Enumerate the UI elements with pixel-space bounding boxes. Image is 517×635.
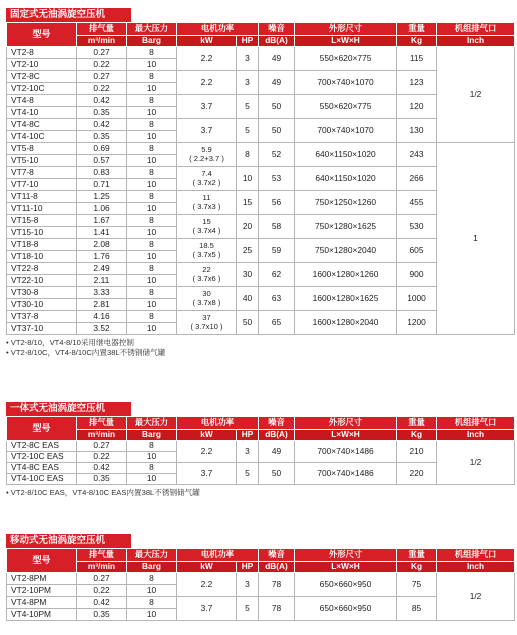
header-dims: 外形尺寸: [295, 549, 397, 562]
pressure-cell: 10: [127, 299, 177, 311]
flow-cell: 1.41: [77, 227, 127, 239]
flow-cell: 0.22: [77, 585, 127, 597]
power-kw-breakdown: ( 3.7x8 ): [192, 297, 221, 307]
power-kw-cell: 2.2: [177, 71, 237, 95]
unit-hp: HP: [237, 562, 259, 573]
model-cell: VT4-10PM: [7, 609, 77, 621]
pressure-cell: 8: [127, 71, 177, 83]
pressure-cell: 10: [127, 131, 177, 143]
power-kw-breakdown: ( 3.7x4 ): [192, 225, 221, 235]
pressure-cell: 10: [127, 474, 177, 485]
model-cell: VT30-8: [7, 287, 77, 299]
power-kw-cell: 3.7: [177, 463, 237, 485]
pressure-cell: 8: [127, 215, 177, 227]
dims-cell: 640×1150×1020: [295, 167, 397, 191]
flow-cell: 3.33: [77, 287, 127, 299]
flow-cell: 0.42: [77, 119, 127, 131]
pressure-cell: 10: [127, 452, 177, 463]
power-kw-breakdown: ( 3.7x5 ): [192, 249, 221, 259]
header-power: 电机功率: [177, 549, 259, 562]
dims-cell: 750×1250×1260: [295, 191, 397, 215]
power-kw-breakdown: ( 3.7x6 ): [192, 273, 221, 283]
flow-cell: 0.35: [77, 609, 127, 621]
model-cell: VT4-8C EAS: [7, 463, 77, 474]
flow-cell: 0.42: [77, 463, 127, 474]
power-kw-value: 18.5: [199, 240, 214, 250]
pressure-cell: 8: [127, 239, 177, 251]
outlet-cell: 1: [437, 143, 515, 335]
power-kw-breakdown: ( 3.7x2 ): [192, 177, 221, 187]
power-kw-value: 5.9: [201, 144, 212, 154]
dims-cell: 550×620×775: [295, 47, 397, 71]
unit-hp: HP: [237, 36, 259, 47]
weight-cell: 75: [397, 573, 437, 597]
pressure-cell: 10: [127, 251, 177, 263]
section-title: 移动式无油涡旋空压机: [6, 534, 131, 548]
noise-cell: 65: [259, 311, 295, 335]
power-kw-cell: [177, 239, 237, 263]
section-integrated: [6, 402, 514, 498]
header-noise: 噪音: [259, 23, 295, 36]
power-hp-cell: 40: [237, 287, 259, 311]
model-cell: VT4-8: [7, 95, 77, 107]
power-kw-cell: [177, 311, 237, 335]
power-kw-breakdown: ( 3.7x3 ): [192, 201, 221, 211]
model-cell: VT2-8C: [7, 71, 77, 83]
unit-noise: dB(A): [259, 430, 295, 441]
power-hp-cell: 20: [237, 215, 259, 239]
noise-cell: 50: [259, 119, 295, 143]
dims-cell: 1600×1280×1625: [295, 287, 397, 311]
model-cell: VT37-10: [7, 323, 77, 335]
pressure-cell: 8: [127, 573, 177, 585]
model-cell: VT4-10C: [7, 131, 77, 143]
noise-cell: 49: [259, 47, 295, 71]
power-hp-cell: 25: [237, 239, 259, 263]
flow-cell: 0.22: [77, 59, 127, 71]
flow-cell: 0.35: [77, 107, 127, 119]
power-hp-cell: 50: [237, 311, 259, 335]
pressure-cell: 8: [127, 441, 177, 452]
flow-cell: 3.52: [77, 323, 127, 335]
header-power: 电机功率: [177, 23, 259, 36]
model-cell: VT5-8: [7, 143, 77, 155]
power-hp-cell: 5: [237, 463, 259, 485]
pressure-cell: 10: [127, 203, 177, 215]
weight-cell: 900: [397, 263, 437, 287]
model-cell: VT2-10C: [7, 83, 77, 95]
dims-cell: 1600×1280×2040: [295, 311, 397, 335]
power-kw-cell: 3.7: [177, 597, 237, 621]
pressure-cell: 10: [127, 83, 177, 95]
flow-cell: 0.57: [77, 155, 127, 167]
weight-cell: 130: [397, 119, 437, 143]
power-hp-cell: 30: [237, 263, 259, 287]
dims-cell: 550×620×775: [295, 95, 397, 119]
noise-cell: 78: [259, 573, 295, 597]
unit-noise: dB(A): [259, 562, 295, 573]
power-kw-cell: [177, 191, 237, 215]
unit-outlet: Inch: [437, 430, 515, 441]
table-row: [7, 143, 515, 155]
weight-cell: 210: [397, 441, 437, 463]
power-kw-cell: [177, 215, 237, 239]
power-kw-cell: 2.2: [177, 441, 237, 463]
pressure-cell: 10: [127, 275, 177, 287]
pressure-cell: 8: [127, 143, 177, 155]
flow-cell: 2.49: [77, 263, 127, 275]
flow-cell: 0.35: [77, 474, 127, 485]
flow-cell: 0.27: [77, 71, 127, 83]
section-fixed: [6, 8, 514, 358]
header-weight: 重量: [397, 549, 437, 562]
section-mobile: [6, 534, 514, 621]
power-hp-cell: 3: [237, 71, 259, 95]
flow-cell: 1.06: [77, 203, 127, 215]
model-cell: VT2-8C EAS: [7, 441, 77, 452]
unit-dims: L×W×H: [295, 562, 397, 573]
dims-cell: 650×660×950: [295, 597, 397, 621]
power-hp-cell: 3: [237, 47, 259, 71]
header-pressure: 最大压力: [127, 417, 177, 430]
unit-flow: m³/min: [77, 562, 127, 573]
unit-dims: L×W×H: [295, 430, 397, 441]
power-hp-cell: 5: [237, 95, 259, 119]
weight-cell: 115: [397, 47, 437, 71]
noise-cell: 56: [259, 191, 295, 215]
flow-cell: 0.22: [77, 83, 127, 95]
flow-cell: 0.71: [77, 179, 127, 191]
power-kw-value: 11: [202, 192, 211, 202]
model-cell: VT37-8: [7, 311, 77, 323]
noise-cell: 50: [259, 95, 295, 119]
pressure-cell: 8: [127, 287, 177, 299]
flow-cell: 0.42: [77, 597, 127, 609]
unit-pressure: Barg: [127, 430, 177, 441]
unit-outlet: Inch: [437, 562, 515, 573]
unit-hp: HP: [237, 430, 259, 441]
dims-cell: 700×740×1486: [295, 441, 397, 463]
flow-cell: 1.25: [77, 191, 127, 203]
header-dims: 外形尺寸: [295, 417, 397, 430]
noise-cell: 58: [259, 215, 295, 239]
power-hp-cell: 3: [237, 573, 259, 597]
footnote: • VT2-8/10，VT4-8/10采用继电器控制: [6, 338, 134, 347]
weight-cell: 120: [397, 95, 437, 119]
weight-cell: 243: [397, 143, 437, 167]
power-kw-value: 30: [202, 288, 211, 298]
weight-cell: 220: [397, 463, 437, 485]
model-cell: VT18-10: [7, 251, 77, 263]
power-kw-cell: [177, 287, 237, 311]
noise-cell: 49: [259, 71, 295, 95]
power-kw-breakdown: ( 2.2+3.7 ): [189, 153, 224, 163]
power-hp-cell: 3: [237, 441, 259, 463]
dims-cell: 750×1280×2040: [295, 239, 397, 263]
weight-cell: 605: [397, 239, 437, 263]
pressure-cell: 8: [127, 597, 177, 609]
model-cell: VT2-8: [7, 47, 77, 59]
power-kw-cell: 2.2: [177, 573, 237, 597]
flow-cell: 2.08: [77, 239, 127, 251]
pressure-cell: 8: [127, 463, 177, 474]
flow-cell: 0.35: [77, 131, 127, 143]
header-noise: 噪音: [259, 549, 295, 562]
pressure-cell: 8: [127, 119, 177, 131]
outlet-cell: 1/2: [437, 573, 515, 621]
unit-kw: kW: [177, 36, 237, 47]
noise-cell: 53: [259, 167, 295, 191]
table-row: [7, 47, 515, 59]
power-kw-cell: 3.7: [177, 95, 237, 119]
dims-cell: 700×740×1486: [295, 463, 397, 485]
dims-cell: 700×740×1070: [295, 119, 397, 143]
dims-cell: 750×1280×1625: [295, 215, 397, 239]
unit-kw: kW: [177, 562, 237, 573]
power-kw-value: 7.4: [201, 168, 212, 178]
pressure-cell: 10: [127, 609, 177, 621]
spec-table: [6, 416, 515, 485]
unit-flow: m³/min: [77, 36, 127, 47]
power-hp-cell: 5: [237, 119, 259, 143]
dims-cell: 650×660×950: [295, 573, 397, 597]
dims-cell: 1600×1280×1260: [295, 263, 397, 287]
power-kw-cell: [177, 263, 237, 287]
section-title: 固定式无油涡旋空压机: [6, 8, 131, 22]
pressure-cell: 8: [127, 191, 177, 203]
noise-cell: 49: [259, 441, 295, 463]
unit-pressure: Barg: [127, 562, 177, 573]
model-cell: VT7-10: [7, 179, 77, 191]
weight-cell: 85: [397, 597, 437, 621]
model-cell: VT4-8PM: [7, 597, 77, 609]
flow-cell: 0.69: [77, 143, 127, 155]
model-cell: VT11-10: [7, 203, 77, 215]
power-kw-cell: [177, 143, 237, 167]
unit-pressure: Barg: [127, 36, 177, 47]
pressure-cell: 8: [127, 263, 177, 275]
dims-cell: 640×1150×1020: [295, 143, 397, 167]
weight-cell: 266: [397, 167, 437, 191]
flow-cell: 0.22: [77, 452, 127, 463]
model-cell: VT4-8C: [7, 119, 77, 131]
footnote: • VT2-8/10C，VT4-8/10C内置38L不锈钢储气罐: [6, 348, 166, 357]
noise-cell: 62: [259, 263, 295, 287]
pressure-cell: 10: [127, 227, 177, 239]
header-weight: 重量: [397, 417, 437, 430]
power-kw-value: 37: [202, 312, 211, 322]
flow-cell: 4.16: [77, 311, 127, 323]
header-pressure: 最大压力: [127, 549, 177, 562]
model-cell: VT11-8: [7, 191, 77, 203]
header-flow: 排气量: [77, 549, 127, 562]
pressure-cell: 8: [127, 311, 177, 323]
model-cell: VT15-8: [7, 215, 77, 227]
dims-cell: 700×740×1070: [295, 71, 397, 95]
table-row: [7, 573, 515, 585]
pressure-cell: 8: [127, 167, 177, 179]
pressure-cell: 10: [127, 155, 177, 167]
noise-cell: 78: [259, 597, 295, 621]
header-outlet: 机组排气口: [437, 417, 515, 430]
pressure-cell: 10: [127, 585, 177, 597]
power-hp-cell: 15: [237, 191, 259, 215]
noise-cell: 50: [259, 463, 295, 485]
power-kw-breakdown: ( 3.7x10 ): [190, 321, 223, 331]
spec-table: [6, 22, 515, 335]
power-hp-cell: 5: [237, 597, 259, 621]
pressure-cell: 10: [127, 107, 177, 119]
pressure-cell: 8: [127, 95, 177, 107]
header-model: 型号: [7, 23, 77, 47]
unit-flow: m³/min: [77, 430, 127, 441]
header-noise: 噪音: [259, 417, 295, 430]
header-model: 型号: [7, 549, 77, 573]
outlet-cell: 1/2: [437, 47, 515, 143]
flow-cell: 1.76: [77, 251, 127, 263]
model-cell: VT30-10: [7, 299, 77, 311]
unit-kw: kW: [177, 430, 237, 441]
model-cell: VT22-10: [7, 275, 77, 287]
power-hp-cell: 10: [237, 167, 259, 191]
flow-cell: 0.27: [77, 441, 127, 452]
flow-cell: 2.81: [77, 299, 127, 311]
pressure-cell: 10: [127, 179, 177, 191]
noise-cell: 59: [259, 239, 295, 263]
header-outlet: 机组排气口: [437, 549, 515, 562]
flow-cell: 1.67: [77, 215, 127, 227]
footnote: • VT2-8/10C EAS，VT4-8/10C EAS内置38L不锈钢储气罐: [6, 488, 200, 497]
power-kw-cell: [177, 167, 237, 191]
power-kw-cell: 3.7: [177, 119, 237, 143]
model-cell: VT2-10: [7, 59, 77, 71]
table-row: [7, 441, 515, 452]
unit-weight: Kg: [397, 562, 437, 573]
model-cell: VT22-8: [7, 263, 77, 275]
header-pressure: 最大压力: [127, 23, 177, 36]
pressure-cell: 10: [127, 323, 177, 335]
weight-cell: 123: [397, 71, 437, 95]
flow-cell: 0.27: [77, 47, 127, 59]
flow-cell: 0.83: [77, 167, 127, 179]
power-kw-value: 15: [202, 216, 211, 226]
weight-cell: 1200: [397, 311, 437, 335]
unit-noise: dB(A): [259, 36, 295, 47]
header-flow: 排气量: [77, 417, 127, 430]
power-hp-cell: 8: [237, 143, 259, 167]
unit-dims: L×W×H: [295, 36, 397, 47]
model-cell: VT18-8: [7, 239, 77, 251]
header-model: 型号: [7, 417, 77, 441]
pressure-cell: 8: [127, 47, 177, 59]
model-cell: VT7-8: [7, 167, 77, 179]
header-dims: 外形尺寸: [295, 23, 397, 36]
flow-cell: 0.42: [77, 95, 127, 107]
unit-weight: Kg: [397, 36, 437, 47]
power-kw-value: 22: [202, 264, 211, 274]
header-power: 电机功率: [177, 417, 259, 430]
model-cell: VT15-10: [7, 227, 77, 239]
model-cell: VT4-10C EAS: [7, 474, 77, 485]
header-flow: 排气量: [77, 23, 127, 36]
pressure-cell: 10: [127, 59, 177, 71]
weight-cell: 455: [397, 191, 437, 215]
model-cell: VT4-10: [7, 107, 77, 119]
spec-table: [6, 548, 515, 621]
header-outlet: 机组排气口: [437, 23, 515, 36]
model-cell: VT5-10: [7, 155, 77, 167]
unit-weight: Kg: [397, 430, 437, 441]
noise-cell: 52: [259, 143, 295, 167]
flow-cell: 0.27: [77, 573, 127, 585]
unit-outlet: Inch: [437, 36, 515, 47]
weight-cell: 530: [397, 215, 437, 239]
weight-cell: 1000: [397, 287, 437, 311]
power-kw-cell: 2.2: [177, 47, 237, 71]
noise-cell: 63: [259, 287, 295, 311]
header-weight: 重量: [397, 23, 437, 36]
model-cell: VT2-10PM: [7, 585, 77, 597]
section-title: 一体式无油涡旋空压机: [6, 402, 131, 416]
outlet-cell: 1/2: [437, 441, 515, 485]
model-cell: VT2-10C EAS: [7, 452, 77, 463]
model-cell: VT2-8PM: [7, 573, 77, 585]
flow-cell: 2.11: [77, 275, 127, 287]
